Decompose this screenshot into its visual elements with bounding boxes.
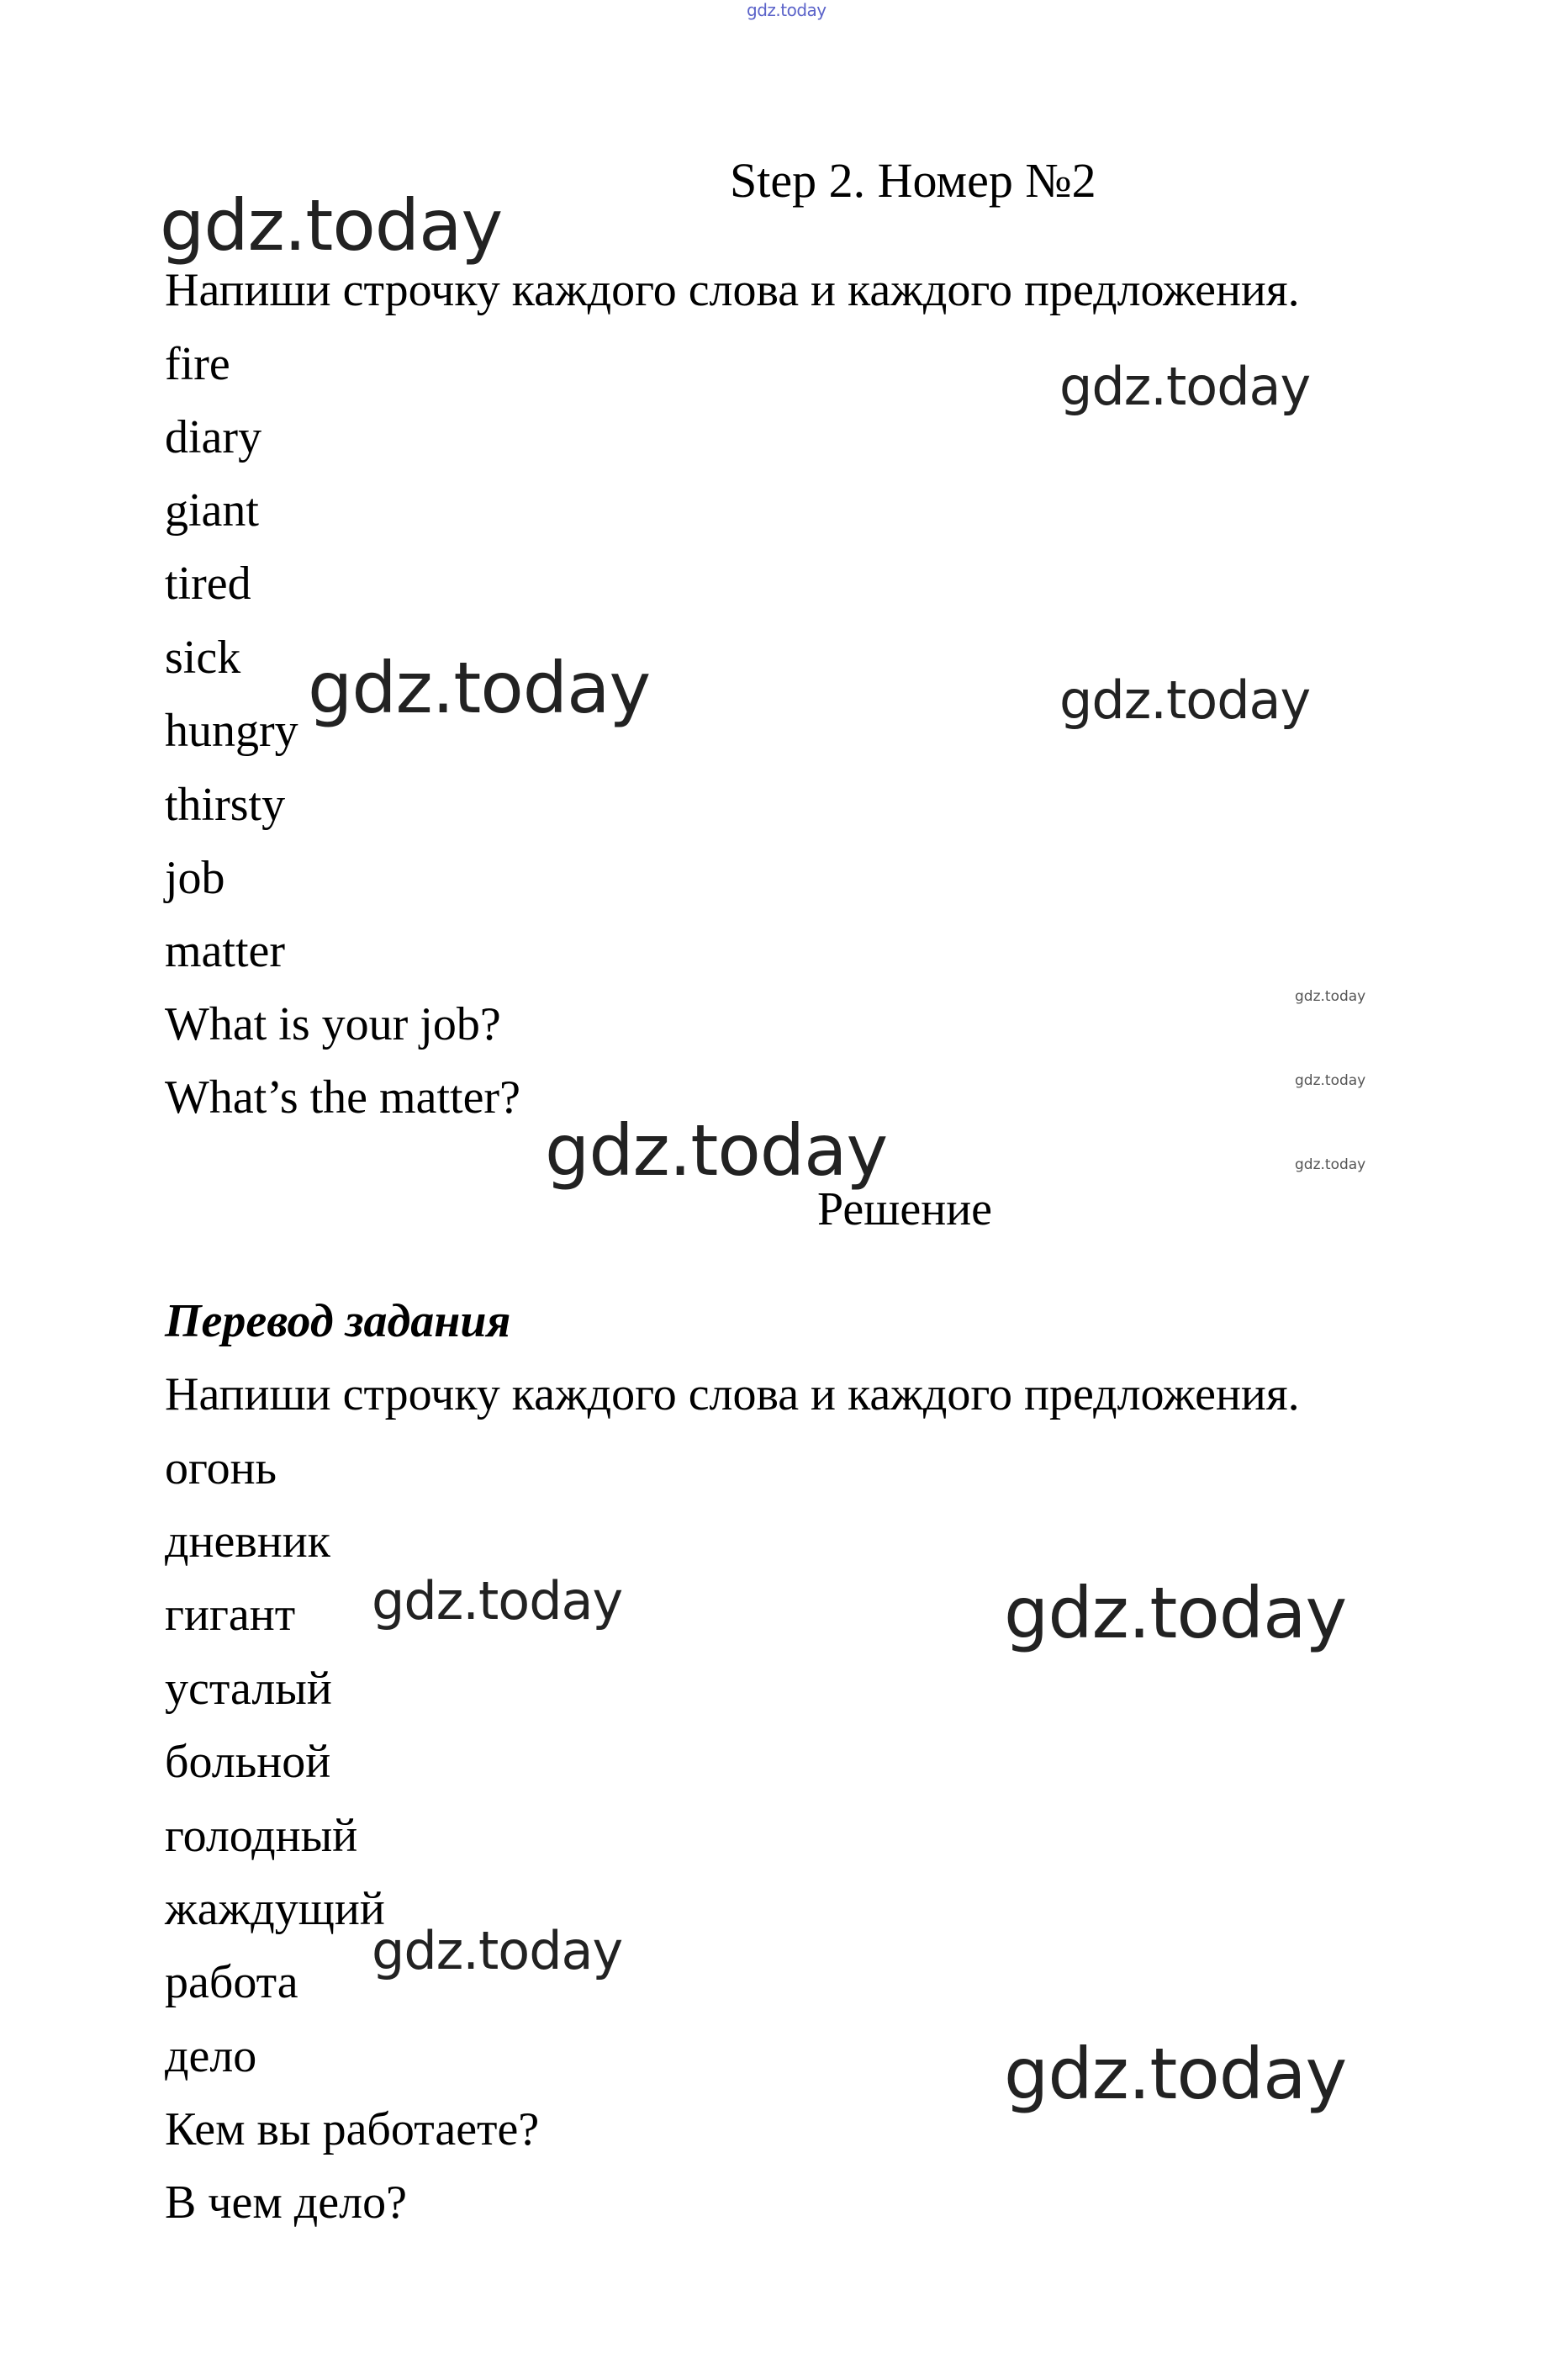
task-word: matter [165,925,286,977]
watermark: gdz.today [308,647,651,729]
task-word: job [165,852,225,904]
watermark: gdz.today [1295,988,1366,1005]
solution-word: усталый [165,1663,332,1715]
solution-word: дневник [165,1515,330,1568]
task-word: hungry [165,705,298,757]
watermark: gdz.today [1059,356,1311,417]
solution-word: работа [165,1956,298,2008]
page-title: Step 2. Номер №2 [730,153,1096,208]
solution-word: гигант [165,1589,296,1641]
solution-label: Решение [817,1183,993,1235]
task-word: fire [165,338,230,390]
solution-sentence: В чем дело? [165,2176,407,2229]
watermark: gdz.today [1295,1156,1366,1173]
watermark: gdz.today [1059,669,1311,731]
watermark: gdz.today [545,1109,888,1192]
task-word: diary [165,411,262,463]
watermark: gdz.today [1295,1072,1366,1089]
watermark: gdz.today [1004,1572,1347,1654]
watermark: gdz.today [372,1570,623,1632]
watermark: gdz.today [160,184,503,267]
task-word: thirsty [165,779,286,831]
task-word: giant [165,484,259,537]
task-word: sick [165,632,241,684]
solution-word: огонь [165,1442,277,1494]
task-instruction: Напиши строчку каждого слова и каждого предложения. [165,264,1300,316]
watermark: gdz.today [372,1920,623,1981]
watermark: gdz.today [1004,2033,1347,2115]
solution-word: больной [165,1736,331,1788]
solution-word: жаждущий [165,1883,385,1935]
solution-word: голодный [165,1810,358,1862]
translation-heading: Перевод задания [165,1295,511,1347]
top-watermark: gdz.today [747,0,827,20]
task-sentence: What is your job? [165,998,501,1050]
solution-sentence: Кем вы работаете? [165,2103,540,2155]
solution-instruction: Напиши строчку каждого слова и каждого предложения. [165,1368,1300,1420]
task-sentence: What’s the matter? [165,1071,520,1124]
solution-word: дело [165,2030,257,2082]
task-word: tired [165,558,251,610]
